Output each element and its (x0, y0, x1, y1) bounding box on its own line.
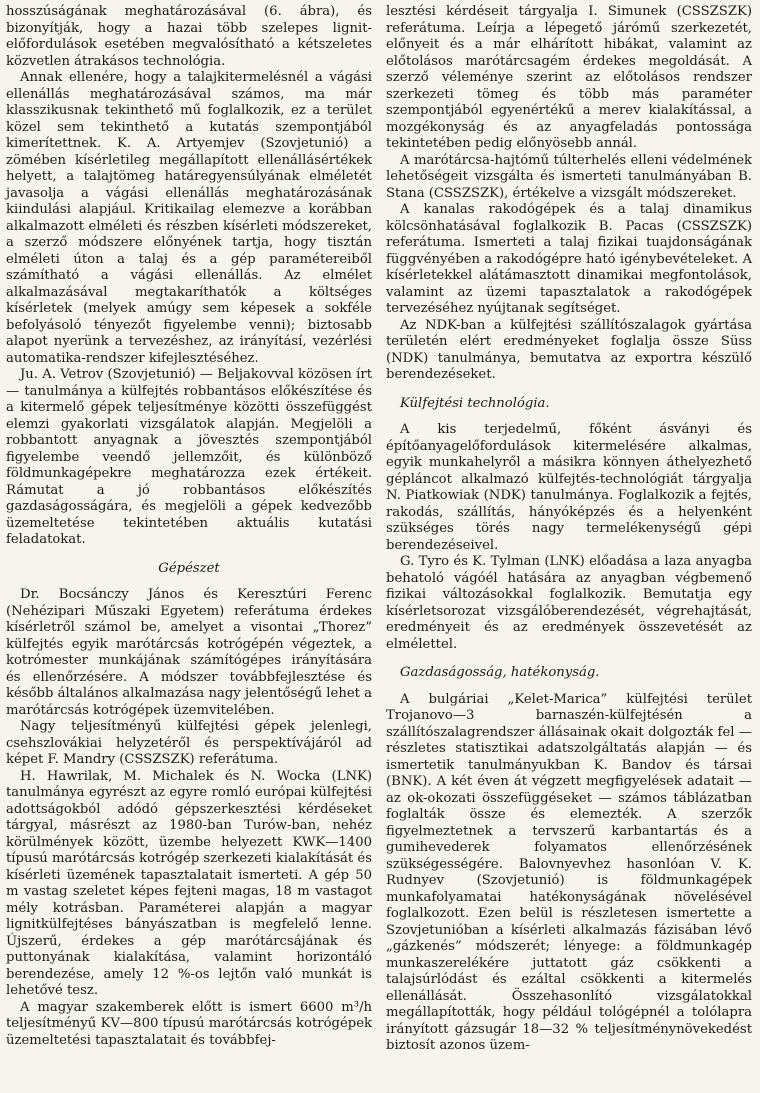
section-heading-kulfejtesi-technologia: Külfejtési technológia. (400, 395, 550, 411)
paragraph: hosszúságának meghatározásával (6. ábra), és bizonyítják, hogy a hazai több szelepes lignit-előfordulások esetében megvalósítható a kétszeletes közvetlen átrakásos technológia. (6, 4, 372, 69)
paragraph: Dr. Bocsánczy János és Keresztúri Ferenc (Nehézipari Műszaki Egyetem) referátuma érdekes kísérletről számol be, amelyet a visontai „Thorez” külfejtés egyik marótárcsás kotrógépén végeztek, a kotrómester munkájának számítógépes irányítására és ellenőrzésére. A módszer továbbfejlesztése és később általános alkalmazása nagy jelentőségű lehet a marótárcsás kotrógépek üzemvitelében. (6, 587, 372, 718)
section-heading-gepeszet: Gépészet (158, 560, 220, 576)
paragraph: A marótárcsa-hajtómű túlterhelés elleni védelmének lehetőségeit vizsgálta és ismerteti tanulmányában B. Stana (CSSZSZK), értékelve a vizsgált módszereket. (386, 152, 752, 201)
paragraph: Ju. A. Vetrov (Szovjetunió) — Beljakovval közösen írt — tanulmánya a külfejtés robbantásos előkészítése és a kitermelő gépek teljesítménye közötti összefüggést elemzi gyakorlati vizsgálatok alapján. Megjelöli a robbantott anyagnak a jövesztés szempontjából figyelembe veendő jellemzőit, és különböző földmunkagépekre meghatározza ezek értékeit. Rámutat a jó robbantásos előkészítés gazdaságosságára, és megjelöli a gépek kedvezőbb üzemeltetése tekintetében aktuális kutatási feladatokat. (6, 367, 372, 547)
section-heading-gazdasagossag: Gazdaságosság, hatékonyság. (400, 665, 600, 680)
paragraph: Nagy teljesítményű külfejtési gépek jelenlegi, csehszlovákiai helyzetéről és perspektívájáról ad képet F. Mandry (CSSZSZK) referátuma. (6, 719, 372, 767)
paragraph: A magyar szakemberek előtt is ismert 6600 m³/h teljesítményű KV—800 típusú marótárcsás kotrógépek üzemeltetési tapasztalatait és továbbfej- (6, 999, 372, 1048)
paragraph: Annak ellenére, hogy a talajkitermelésnél a vágási ellenállás meghatározásával számos, ma már klasszikusnak tekinthető mű foglalkozik, ez a terület közel sem tekinthető a kutatás szempontjából kimerítettnek. K. A. Artyemjev (Szovjetunió) a zömében kísérletileg megállapított ellenállásértékek helyett, a talajtömeg határegyensúlyának elméletét javasolja a vágási ellenállás meghatározásának kiindulási alapjául. Kritikailag elemezve a korábban alkalmazott elméleti és részben kísérleti módszereket, a szerző módszere előnyének tartja, hogy tisztán elméleti úton a talaj és a gép paramétereiből számítható a vágási ellenállás. Az elmélet alkalmazásával megtakaríthatók a költséges kísérletek (melyek amúgy sem képesek a sokféle befolyásoló tényezőt figyelembe venni); biztosabb alapot nyerünk a tervezéshez, az irányításí, vezérlési automatika-rendszer kifejlesztéséhez. (6, 70, 372, 366)
left-column (6, 4, 372, 1093)
paragraph: A kis terjedelmű, főként ásványi és építőanyagelőfordulások kitermelésére alkalmas, egyik munkahelyről a másikra könnyen áthelyezhető gépláncot alkalmazó külfejtés-technológiát tárgyalja N. Piatkowiak (NDK) tanulmánya. Foglalkozik a fejtés, rakodás, szállítás, hányóképzés és a helyenként szükséges törés nagy termelékenységű gépi berendezéseivel. (386, 422, 752, 553)
paragraph: Az NDK-ban a külfejtési szállítószalagok gyártása területén elért eredményeket foglalja össze Süss (NDK) tanulmánya, bemutatva az exportra készülő berendezéseket. (386, 317, 752, 382)
right-column (386, 4, 752, 1093)
paragraph: lesztési kérdéseit tárgyalja I. Simunek (CSSZSZK) referátuma. Leírja a lépegető járómű szerkezetét, előnyeit és a már elhárított hibákat, valamint az előtolásos marótárcsagém érdekes megoldását. A szerző véleménye szerint az előtolásos rendszer szerkezeti tömeg és több más paraméter szempontjából egyenértékű a merev kialakítással, a mozgékonyság és az anyagfeladás pontossága tekintetében pedig előnyösebb annál. (386, 4, 752, 151)
paragraph: G. Tyro és K. Tylman (LNK) előadása a laza anyagba behatoló vágóél hatására az anyagban végbemenő fizikai változásokkal foglalkozik. Bemutatja egy kísérletsorozat vizsgálóberendezését, végrehajtását, eredményeit és az eredmények összevetését az elmélettel. (386, 554, 752, 652)
paragraph: H. Hawrilak, M. Michalek és N. Wocka (LNK) tanulmánya egyrészt az egyre romló európai külfejtési adottságokból adódó gépszerkesztési kérdéseket tárgyal, másrészt az 1980-ban Turów-ban, nehéz körülmények között, üzembe helyezett KWK—1400 típusú marótárcsás kotrógép szerkezeti kialakítását és kísérleti üzemének tapasztalatait ismerteti. A gép 50 m vastag szeletet képes fejteni magas, 18 m vastagot mély kotrásban. Paraméterei alapján a magyar lignitkülfejtéses bányászatban is megfelelő lenne. Újszerű, érdekes a gép marótárcsájának és puttonyának kialakítása, valamint horizontáló berendezése, amely 12 %-os lejtőn való munkát is lehetővé tesz. (6, 768, 372, 998)
paragraph: A bulgáriai „Kelet-Marica” külfejtési terület Trojanovo—3 barnaszén-külfejtésén a szállítószalagrendszer állásainak okait dolgozták fel — részletes statisztikai adatszolgáltatás alapján — és ismertetik tanulmányukban K. Bandov és társai (BNK). A két éven át végzett megfigyelések adatait — az ok-okozati összefüggéseket — számos táblázatban foglalták össze és elemezték. A szerzők figyelmeztetnek a tervszerű karbantartás és a gumihevederek folyamatos ellenőrzésének szükségességére. Balovnyevhez hasonlóan V. K. Rudnyev (Szovjetunió) is földmunkagépek munkafolyamatai hatékonyságának növelésével foglalkozott. Ezen belül is részletesen ismertette a Szovjetunióban a kísérleti alkalmazás fázisában lévő „gázkenés” módszerét; lényege: a földmunkagép munkaszerelékére juttatott gáz csökkenti a talajsúrlódást és ezáltal csökkenti a kitermelés ellenállását. Összehasonlító vizsgálatokkal megállapították, hogy például tológépnél a tolólapra irányított gázsugár 18—32 % teljesítménynövekedést biztosít azonos üzem- (386, 691, 752, 1053)
paragraph: A kanalas rakodógépek és a talaj dinamikus kölcsönhatásával foglalkozik B. Pacas (CSSZSZK) referátuma. Ismerteti a talaj fizikai tuajdonságának függvényében a rakodógépre ható igénybevételeket. A kísérletekkel alátámasztott dinamikai megfontolások, valamint az üzemi tapasztalatok a rakodógépek tervezéséhez nyújtanak segítséget. (386, 202, 752, 316)
